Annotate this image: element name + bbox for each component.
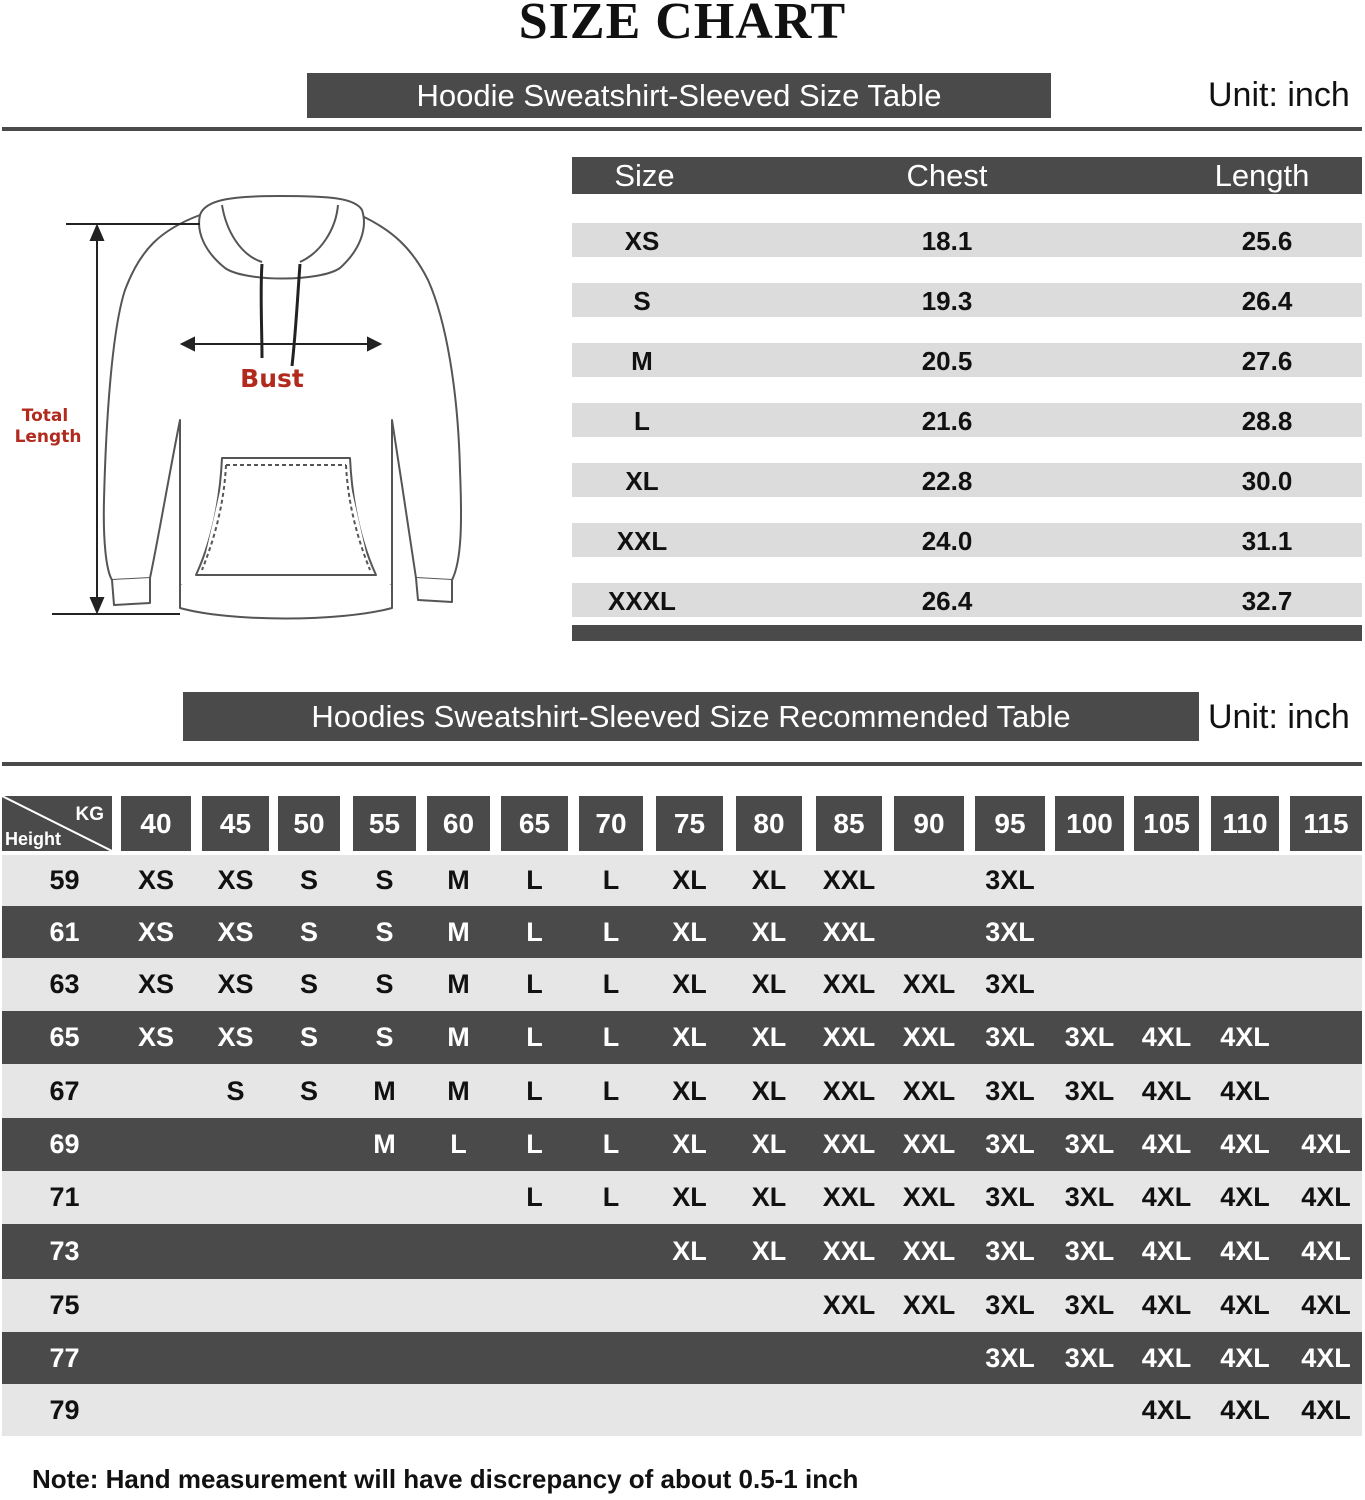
height-cell: 65: [49, 1022, 80, 1052]
size-cell: L: [602, 865, 620, 895]
size-cell: 3XL: [1064, 1129, 1115, 1159]
size-cell: 4XL: [1220, 1343, 1270, 1373]
kg-header-cell: 70: [579, 796, 643, 851]
size-cell: XXL: [822, 917, 876, 947]
size-cell: XS: [217, 1022, 254, 1052]
corner-kg-label: KG: [75, 804, 104, 825]
size-cell: L: [526, 865, 543, 895]
cell-size: L: [634, 406, 650, 436]
kg-header-cell: 95: [975, 796, 1045, 851]
size-cell: 4XL: [1220, 1395, 1270, 1425]
size-cell: 4XL: [1141, 1395, 1192, 1425]
size-cell: M: [447, 917, 470, 947]
size-cell: 4XL: [1141, 1129, 1192, 1159]
kg-header-cell: 60: [427, 796, 490, 851]
size-cell: 3XL: [985, 1236, 1035, 1266]
size-row: [572, 463, 1362, 497]
corner-height-label: Height: [5, 829, 61, 849]
size-cell: XXL: [902, 1022, 956, 1052]
height-cell: 73: [49, 1236, 80, 1266]
size-cell: XXL: [822, 1022, 876, 1052]
size-cell: L: [602, 1022, 620, 1052]
size-cell: L: [450, 1129, 467, 1159]
size-cell: XS: [137, 917, 175, 947]
size-cell: XXL: [902, 1076, 956, 1106]
size-cell: XL: [672, 1022, 707, 1052]
recommended-row: [2, 1224, 1362, 1279]
size-cell: 3XL: [985, 1022, 1035, 1052]
cell-size: XL: [625, 466, 659, 496]
size-cell: L: [526, 917, 543, 947]
kg-header-cell: 65: [501, 796, 568, 851]
cell-chest: 20.5: [921, 346, 973, 376]
size-cell: XXL: [902, 1129, 956, 1159]
size-cell: M: [447, 969, 470, 999]
height-cell: 77: [49, 1343, 80, 1373]
size-cell: M: [447, 1076, 470, 1106]
size-cell: 3XL: [1064, 1236, 1115, 1266]
size-cell: S: [226, 1076, 245, 1106]
size-cell: 3XL: [1064, 1343, 1115, 1373]
size-cell: 4XL: [1141, 1022, 1192, 1052]
size-cell: L: [526, 1076, 543, 1106]
size-cell: L: [526, 1129, 543, 1159]
size-row: [572, 403, 1362, 437]
size-row: [572, 283, 1362, 317]
cell-chest: 22.8: [921, 466, 973, 496]
size-cell: XS: [217, 865, 254, 895]
size-cell: 4XL: [1220, 1129, 1270, 1159]
kg-header-cell: 110: [1211, 796, 1279, 851]
kg-header-cell: 75: [656, 796, 723, 851]
size-cell: XL: [751, 1129, 787, 1159]
size-cell: XXL: [902, 1290, 956, 1320]
kg-header-cell: 85: [816, 796, 882, 851]
size-cell: XL: [672, 1236, 707, 1266]
kg-header-cell: 55: [353, 796, 416, 851]
size-cell: XL: [751, 865, 787, 895]
size-cell: 3XL: [985, 1343, 1035, 1373]
recommended-row: [2, 1011, 1362, 1064]
cell-length: 26.4: [1241, 286, 1293, 316]
size-cell: 4XL: [1220, 1022, 1270, 1052]
size-cell: XS: [137, 969, 175, 999]
height-cell: 61: [49, 917, 80, 947]
table-corner-kg-height: [2, 796, 112, 851]
size-cell: 4XL: [1301, 1290, 1351, 1320]
size-cell: XL: [672, 917, 707, 947]
total-length-label-line2: Length: [14, 427, 82, 447]
size-cell: 3XL: [985, 917, 1035, 947]
size-cell: XL: [672, 969, 707, 999]
hoodie-diagram: [0, 180, 480, 630]
height-cell: 67: [49, 1076, 80, 1106]
size-cell: 4XL: [1301, 1343, 1351, 1373]
size-cell: 3XL: [985, 1290, 1035, 1320]
size-cell: XXL: [822, 1290, 876, 1320]
bust-label: Bust: [240, 364, 304, 393]
size-cell: 4XL: [1141, 1290, 1192, 1320]
size-cell: S: [299, 1022, 318, 1052]
cell-length: 31.1: [1241, 526, 1293, 556]
size-cell: XS: [137, 865, 175, 895]
size-cell: L: [602, 969, 620, 999]
kg-header-cell: 50: [278, 796, 340, 851]
size-cell: 4XL: [1141, 1182, 1192, 1212]
divider: [2, 127, 1362, 131]
kg-header-cell: 115: [1290, 796, 1362, 851]
header-chest: Chest: [906, 158, 988, 193]
recommended-row: [2, 1384, 1362, 1436]
size-cell: L: [526, 969, 543, 999]
cell-size: XS: [624, 226, 660, 256]
height-cell: 75: [49, 1290, 80, 1320]
size-cell: L: [526, 1022, 543, 1052]
height-cell: 59: [49, 865, 80, 895]
size-cell: 3XL: [1064, 1182, 1115, 1212]
kg-header-cell: 105: [1134, 796, 1199, 851]
size-cell: XL: [672, 1182, 707, 1212]
size-cell: 4XL: [1220, 1076, 1270, 1106]
size-cell: XXL: [822, 1182, 876, 1212]
size-table-banner: Hoodie Sweatshirt-Sleeved Size Table: [307, 73, 1051, 118]
measurement-note: Note: Hand measurement will have discrepancy of about 0.5-1 inch: [32, 1464, 859, 1494]
size-cell: L: [526, 1182, 543, 1212]
cell-length: 25.6: [1241, 226, 1293, 256]
size-cell: 3XL: [985, 865, 1035, 895]
size-cell: XL: [751, 1076, 787, 1106]
size-cell: XL: [751, 1022, 787, 1052]
total-length-label-line1: Total: [21, 406, 69, 426]
size-cell: S: [375, 969, 394, 999]
size-cell: 3XL: [1064, 1290, 1115, 1320]
size-cell: 3XL: [985, 1076, 1035, 1106]
size-cell: L: [602, 1182, 620, 1212]
height-cell: 71: [49, 1182, 80, 1212]
size-cell: L: [602, 917, 620, 947]
size-cell: XXL: [822, 1236, 876, 1266]
size-cell: 4XL: [1301, 1395, 1351, 1425]
size-cell: XS: [217, 969, 254, 999]
size-cell: 4XL: [1301, 1236, 1351, 1266]
size-cell: XL: [672, 865, 707, 895]
size-cell: XL: [751, 917, 787, 947]
cell-size: S: [633, 286, 651, 316]
size-row: [572, 223, 1362, 257]
cell-chest: 19.3: [921, 286, 973, 316]
kg-header-cell: 45: [202, 796, 269, 851]
size-cell: 4XL: [1141, 1076, 1192, 1106]
size-cell: XL: [751, 969, 787, 999]
cell-chest: 26.4: [921, 586, 973, 616]
size-cell: XXL: [902, 1236, 956, 1266]
size-cell: S: [375, 917, 394, 947]
size-cell: 3XL: [985, 1182, 1035, 1212]
recommended-row: [2, 1279, 1362, 1332]
cell-chest: 21.6: [921, 406, 973, 436]
size-cell: M: [373, 1076, 396, 1106]
kg-header-cell: 90: [894, 796, 964, 851]
cell-length: 30.0: [1241, 466, 1293, 496]
cell-size: M: [631, 346, 653, 376]
header-length: Length: [1214, 158, 1310, 193]
size-cell: XXL: [822, 1076, 876, 1106]
size-cell: XXL: [822, 865, 876, 895]
size-table-unit: Unit: inch: [1208, 76, 1350, 114]
size-table-header: [572, 157, 1362, 194]
kg-header-cell: 40: [121, 796, 191, 851]
size-cell: XL: [672, 1076, 707, 1106]
size-cell: XL: [672, 1129, 707, 1159]
size-cell: 4XL: [1141, 1343, 1192, 1373]
size-cell: M: [373, 1129, 396, 1159]
size-cell: S: [375, 1022, 394, 1052]
kg-header-cell: 80: [736, 796, 802, 851]
height-cell: 69: [49, 1129, 80, 1159]
size-row: [572, 583, 1362, 617]
size-cell: 4XL: [1220, 1236, 1270, 1266]
cell-size: XXXL: [608, 586, 676, 616]
cell-length: 32.7: [1241, 586, 1293, 616]
size-cell: XS: [137, 1022, 175, 1052]
height-cell: 79: [49, 1395, 80, 1425]
recommended-row: [2, 1171, 1362, 1224]
size-cell: XXL: [822, 969, 876, 999]
size-table-footer-bar: [572, 625, 1362, 641]
size-cell: S: [375, 865, 394, 895]
size-cell: 3XL: [985, 969, 1035, 999]
size-cell: XXL: [902, 1182, 956, 1212]
recommended-table-banner: Hoodies Sweatshirt-Sleeved Size Recommended Table: [183, 692, 1199, 741]
size-cell: S: [299, 865, 318, 895]
size-cell: XXL: [822, 1129, 876, 1159]
size-cell: 4XL: [1301, 1129, 1351, 1159]
size-cell: 3XL: [1064, 1076, 1115, 1106]
cell-length: 27.6: [1241, 346, 1293, 376]
size-cell: XS: [217, 917, 254, 947]
size-cell: XL: [751, 1236, 787, 1266]
cell-length: 28.8: [1241, 406, 1293, 436]
cell-chest: 24.0: [921, 526, 973, 556]
size-cell: 3XL: [1064, 1022, 1115, 1052]
recommended-row: [2, 855, 1362, 906]
size-cell: 4XL: [1141, 1236, 1192, 1266]
size-cell: L: [602, 1076, 620, 1106]
size-cell: M: [447, 1022, 470, 1052]
kg-header-cell: 100: [1055, 796, 1124, 851]
recommended-row: [2, 1332, 1362, 1384]
size-cell: XL: [751, 1182, 787, 1212]
recommended-row: [2, 1064, 1362, 1118]
size-cell: L: [602, 1129, 620, 1159]
recommended-table-unit: Unit: inch: [1208, 698, 1350, 736]
size-cell: S: [299, 1076, 318, 1106]
page-title: SIZE CHART: [518, 0, 847, 50]
height-cell: 63: [49, 969, 80, 999]
size-row: [572, 343, 1362, 377]
header-size: Size: [614, 158, 675, 193]
size-cell: 4XL: [1220, 1290, 1270, 1320]
size-cell: S: [299, 917, 318, 947]
size-cell: S: [299, 969, 318, 999]
size-cell: 4XL: [1301, 1182, 1351, 1212]
size-cell: M: [447, 865, 470, 895]
size-cell: 4XL: [1220, 1182, 1270, 1212]
recommended-row: [2, 1118, 1362, 1171]
recommended-row: [2, 906, 1362, 958]
cell-chest: 18.1: [921, 226, 973, 256]
size-cell: XXL: [902, 969, 956, 999]
size-cell: 3XL: [985, 1129, 1035, 1159]
cell-size: XXL: [616, 526, 668, 556]
size-row: [572, 523, 1362, 557]
divider: [2, 762, 1362, 766]
recommended-row: [2, 958, 1362, 1011]
